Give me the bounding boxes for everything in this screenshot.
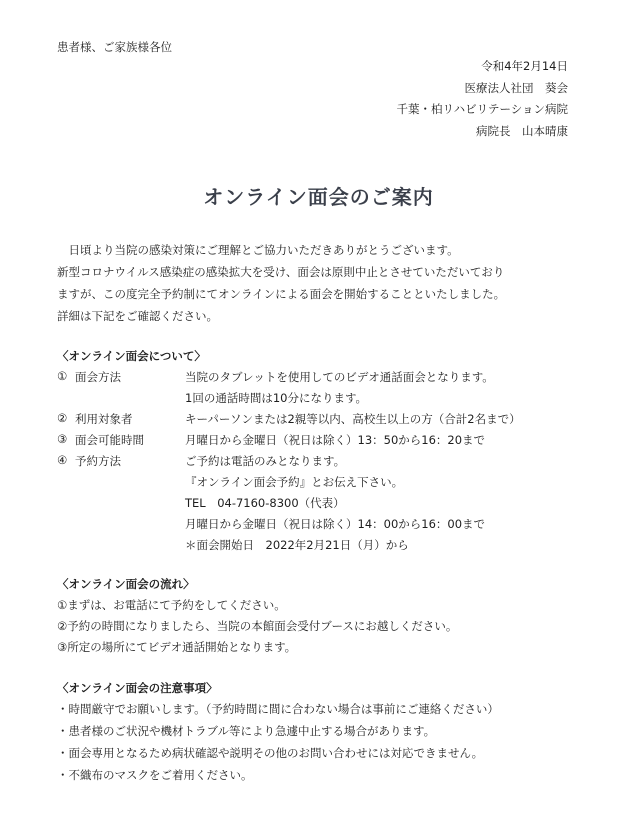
sender-hospital: 千葉・柏リハビリテーション病院 bbox=[396, 102, 568, 116]
item-value: 1回の通話時間は10分になります。 bbox=[185, 391, 368, 405]
section-heading-notes: 〈オンライン面会の注意事項〉 bbox=[57, 681, 218, 695]
flow-step: ①まずは、お電話にて予約をしてください。 bbox=[57, 598, 286, 612]
flow-step: ③所定の場所にてビデオ通話開始となります。 bbox=[57, 640, 297, 654]
item-label: 予約方法 bbox=[75, 454, 121, 468]
item-value: ご予約は電話のみとなります。 bbox=[185, 454, 346, 468]
item-label: 面会方法 bbox=[75, 370, 121, 384]
item-number: ④ bbox=[57, 453, 68, 467]
item-value: キーパーソンまたは2親等以内、高校生以上の方（合計2名まで） bbox=[185, 412, 521, 426]
issue-date: 令和4年2月14日 bbox=[481, 59, 568, 73]
intro-line: 詳細は下記をご確認ください。 bbox=[57, 309, 218, 323]
item-value: 当院のタブレットを使用してのビデオ通話面会となります。 bbox=[185, 370, 494, 384]
flow-step: ②予約の時間になりましたら、当院の本館面会受付ブースにお越しください。 bbox=[57, 619, 458, 633]
item-value: 『オンライン面会予約』とお伝え下さい。 bbox=[185, 475, 404, 489]
item-label: 利用対象者 bbox=[75, 412, 133, 426]
item-number: ② bbox=[57, 411, 68, 425]
item-label: 面会可能時間 bbox=[75, 433, 144, 447]
note-item: ・面会専用となるため病状確認や説明その他のお問い合わせには対応できません。 bbox=[57, 746, 484, 760]
item-number: ③ bbox=[57, 432, 68, 446]
item-value: ＊面会開始日 2022年2月21日（月）から bbox=[185, 538, 409, 552]
addressee: 患者様、ご家族様各位 bbox=[57, 40, 172, 54]
section-heading-flow: 〈オンライン面会の流れ〉 bbox=[57, 577, 195, 591]
item-value: 月曜日から金曜日（祝日は除く）14：00から16：00まで bbox=[185, 517, 486, 531]
note-item: ・患者様のご状況や機材トラブル等により急遽中止する場合があります。 bbox=[57, 724, 436, 738]
note-item: ・不織布のマスクをご着用ください。 bbox=[57, 768, 253, 782]
section-heading-about: 〈オンライン面会について〉 bbox=[57, 349, 206, 363]
intro-line: ますが、この度完全予約制にてオンラインによる面会を開始することといたしました。 bbox=[57, 287, 506, 301]
sender-director: 病院長 山本晴康 bbox=[476, 124, 568, 138]
document-title: オンライン面会のご案内 bbox=[203, 185, 434, 209]
intro-line: 新型コロナウイルス感染症の感染拡大を受け、面会は原則中止とさせていただいており bbox=[57, 265, 505, 279]
note-item: ・時間厳守でお願いします。（予約時間に間に合わない場合は事前にご連絡ください） bbox=[57, 702, 499, 716]
item-number: ① bbox=[57, 369, 68, 383]
phone-number: TEL 04-7160-8300（代表） bbox=[185, 496, 345, 510]
item-value: 月曜日から金曜日（祝日は除く）13：50から16：20まで bbox=[185, 433, 486, 447]
sender-corporation: 医療法人社団 葵会 bbox=[464, 81, 568, 95]
intro-line: 日頃より当院の感染対策にご理解とご協力いただきありがとうございます。 bbox=[57, 243, 459, 257]
